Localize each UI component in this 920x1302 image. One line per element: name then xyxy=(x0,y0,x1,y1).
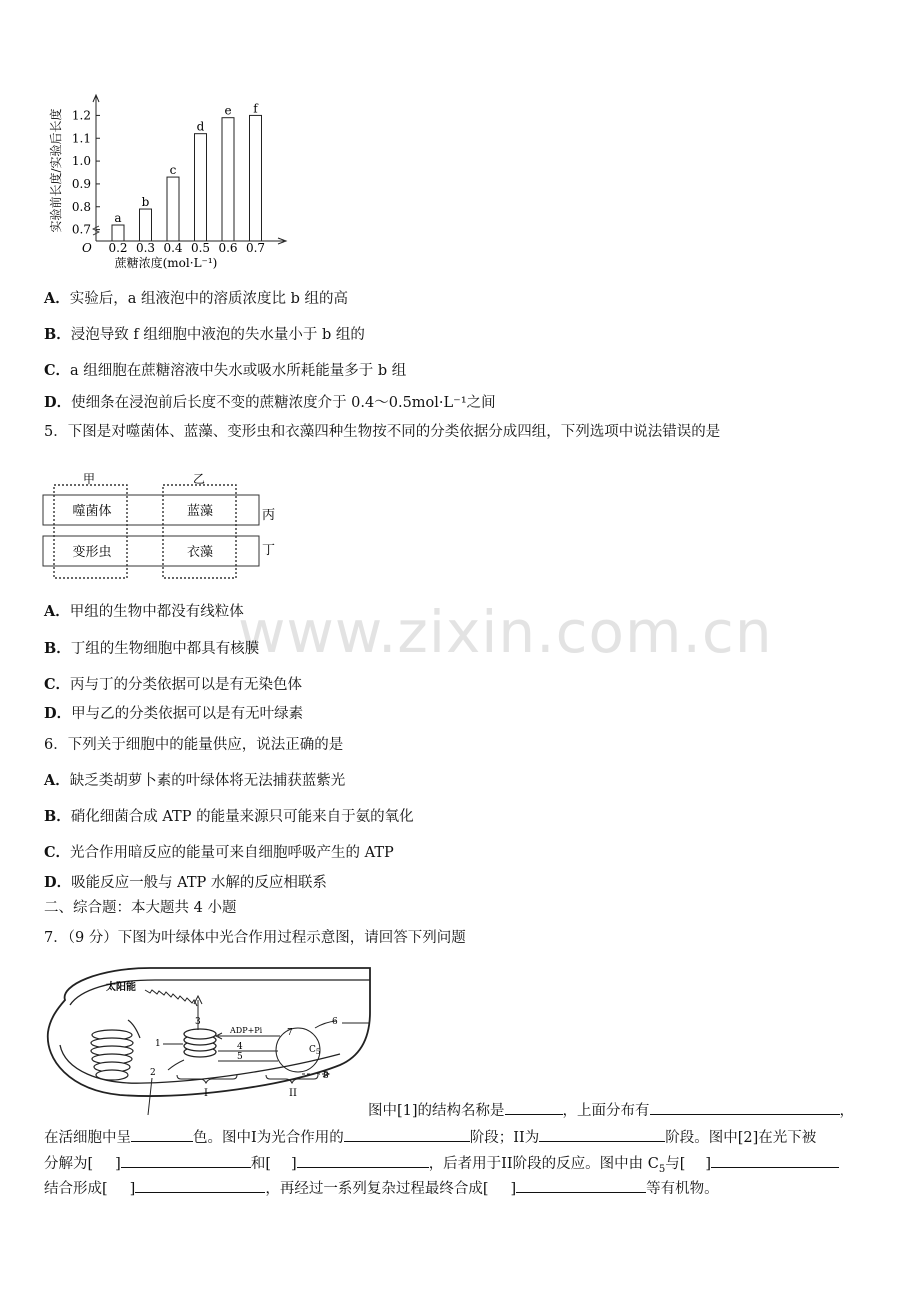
y-tick-label: 0.7 xyxy=(71,222,91,237)
q5-option-c: C．丙与丁的分类依据可以是有无染色体 xyxy=(44,676,303,693)
y-tick-label: 1.0 xyxy=(71,154,91,169)
q6-option-c: C．光合作用暗反应的能量可来自细胞呼吸产生的 ATP xyxy=(44,844,394,861)
stage-ii-label: II xyxy=(289,1088,297,1099)
chloroplast-diagram xyxy=(40,960,380,1120)
q5-stem: 5．下图是对噬菌体、蓝藻、变形虫和衣藻四种生物按不同的分类依据分成四组，下列选项中说法错误的是 xyxy=(44,424,721,440)
bar xyxy=(195,134,207,241)
y-tick-label: 0.9 xyxy=(71,176,91,191)
q7-stem: 7．（9 分）下图为叶绿体中光合作用过程示意图，请回答下列问题 xyxy=(44,930,466,946)
bar-letter-label: a xyxy=(114,211,122,226)
origin-label: O xyxy=(82,241,92,255)
sun-energy-label: 太阳能 xyxy=(106,982,136,993)
row-label-bing: 丙 xyxy=(262,508,276,523)
q7-fill-line2: 在活细胞中呈 色。图中I为光合作用的 阶段；II为 阶段。图中[2]在光下被 xyxy=(44,1126,816,1148)
q6-option-d: D．吸能反应一般与 ATP 水解的反应相联系 xyxy=(44,874,327,891)
section-heading: 二、综合题：本大题共 4 小题 xyxy=(44,900,237,916)
y-axis-label: 实验前长度/实验后长度 xyxy=(49,108,63,233)
bar xyxy=(112,225,124,241)
label-5: 5 xyxy=(237,1052,243,1062)
blank-9[interactable] xyxy=(135,1177,265,1193)
row-label-ding: 丁 xyxy=(262,543,276,558)
bar-letter-label: c xyxy=(169,163,177,178)
col-label-jia: 甲 xyxy=(82,472,96,486)
c5-label: $C_5$ xyxy=(309,1045,321,1056)
q5-option-a: A．甲组的生物中都没有线粒体 xyxy=(44,603,244,620)
x-tick-label: 0.5 xyxy=(190,241,211,255)
blank-8[interactable] xyxy=(711,1152,839,1168)
q4-option-d: D．使细条在浸泡前后长度不变的蔗糖浓度介于 0.4～0.5mol·L⁻¹之间 xyxy=(44,394,496,411)
classification-diagram xyxy=(40,468,290,583)
blank-6[interactable] xyxy=(121,1152,251,1168)
blank-2[interactable] xyxy=(650,1099,840,1115)
y-tick-label: 1.2 xyxy=(71,108,91,123)
label-4: 4 xyxy=(237,1042,243,1052)
adp-label: ADP+Pi xyxy=(230,1026,263,1035)
bar-letter-label: f xyxy=(253,101,258,116)
q6-option-b: B．硝化细菌合成 ATP 的能量来源只可能来自于氨的氧化 xyxy=(44,808,414,825)
bar xyxy=(250,115,262,241)
label-8: 8 xyxy=(323,1071,329,1081)
stage-i-label: I xyxy=(204,1088,208,1099)
label-3: 3 xyxy=(195,1017,201,1027)
x-axis-label: 蔗糖浓度(mol·L⁻¹) xyxy=(114,256,218,270)
blank-4[interactable] xyxy=(344,1126,470,1142)
y-tick-label: 0.8 xyxy=(71,199,91,214)
axis-break xyxy=(93,226,99,235)
q5-option-b: B．丁组的生物细胞中都具有核膜 xyxy=(44,640,260,657)
label-7: 7 xyxy=(287,1028,293,1038)
cell-chlamydomonas: 衣藻 xyxy=(186,545,214,560)
q6-stem: 6．下列关于细胞中的能量供应，说法正确的是 xyxy=(44,737,344,753)
blank-5[interactable] xyxy=(539,1126,665,1142)
x-tick-label: 0.4 xyxy=(163,241,183,255)
blank-10[interactable] xyxy=(516,1177,646,1193)
q4-option-c: C．a 组细胞在蔗糖溶液中失水或吸水所耗能量多于 b 组 xyxy=(44,362,407,379)
cell-amoeba: 变形虫 xyxy=(72,545,112,560)
x-tick-label: 0.6 xyxy=(218,241,238,255)
bar-letter-label: b xyxy=(141,195,150,210)
q7-fill-line4: 结合形成[ ] ，再经过一系列复杂过程最终合成[ ] 等有机物。 xyxy=(44,1177,719,1199)
blank-3[interactable] xyxy=(131,1126,193,1142)
col-label-yi: 乙 xyxy=(192,472,206,486)
bar xyxy=(167,177,179,241)
q4-option-a: A．实验后，a 组液泡中的溶质浓度比 b 组的高 xyxy=(44,290,349,307)
bar-chart xyxy=(44,92,304,277)
watermark-text: www.zixin.com.cn xyxy=(238,598,773,666)
q7-fill-line1: 图中[1]的结构名称是 ，上面分布有 ， xyxy=(368,1099,854,1121)
cell-cyanobacteria: 蓝藻 xyxy=(186,504,214,519)
cell-bacteriophage: 噬菌体 xyxy=(72,504,112,519)
label-1: 1 xyxy=(155,1039,161,1049)
q4-option-b: B．浸泡导致 f 组细胞中液泡的失水量小于 b 组的 xyxy=(44,326,365,343)
x-tick-label: 0.7 xyxy=(245,241,266,255)
q7-fill-line3: 分解为[ ] 和[ ] ，后者用于II阶段的反应。图中由 $C_5$与[ ] xyxy=(44,1152,839,1180)
bar xyxy=(222,118,234,241)
x-tick-label: 0.2 xyxy=(108,241,128,255)
bar-letter-label: e xyxy=(224,103,232,118)
bar-letter-label: d xyxy=(196,119,205,134)
q6-option-a: A．缺乏类胡萝卜素的叶绿体将无法捕获蓝紫光 xyxy=(44,772,346,789)
blank-1[interactable] xyxy=(505,1099,563,1115)
x-tick-label: 0.3 xyxy=(135,241,156,255)
y-tick-label: 1.1 xyxy=(71,131,91,146)
q5-option-d: D．甲与乙的分类依据可以是有无叶绿素 xyxy=(44,705,304,722)
label-6: 6 xyxy=(332,1017,338,1027)
bar xyxy=(140,209,152,241)
label-2: 2 xyxy=(150,1068,156,1078)
blank-7[interactable] xyxy=(297,1152,429,1168)
